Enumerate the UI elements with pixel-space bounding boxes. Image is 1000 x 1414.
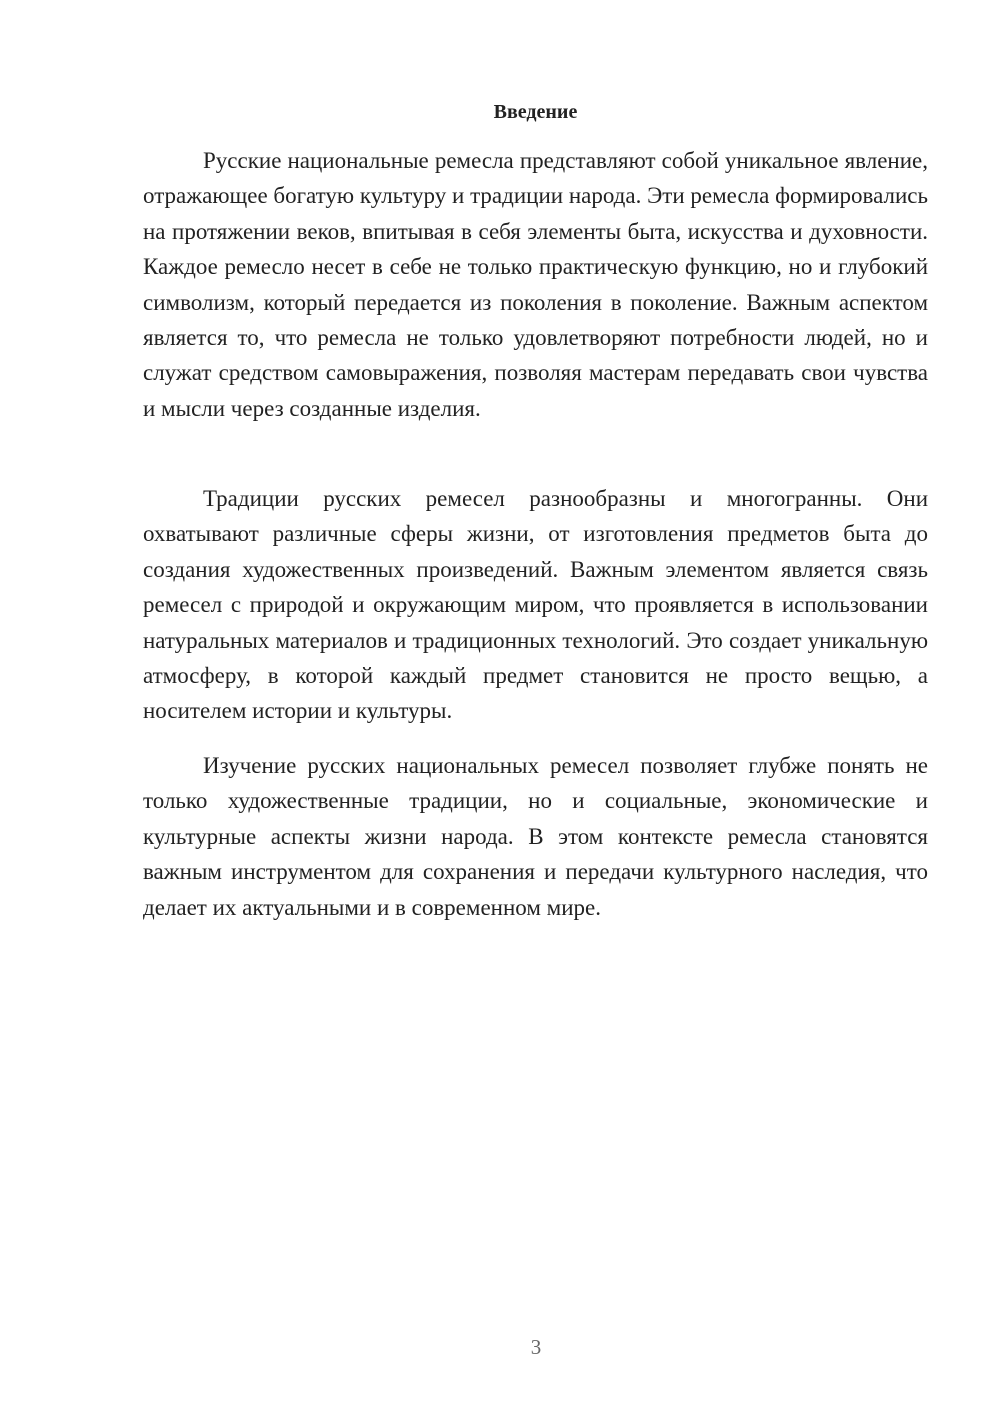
paragraph-3: Изучение русских национальных ремесел позволяет глубже понять не только художественные традиции, но и социальные, экономические и культурные аспекты жизни народа. В этом контексте ремесла становятся важным инструментом для сохранения и передачи культурного наследия, что делает их актуальными и в современном мире.	[143, 753, 928, 920]
section-title: Введение	[493, 101, 578, 123]
page-number: 3	[530, 1335, 542, 1359]
paragraph-1: Русские национальные ремесла представляют собой уникальное явление, отражающее богатую культуру и традиции народа. Эти ремесла формировались на протяжении веков, впитывая в себя элементы быта, искусства и духовности. Каждое ремесло несет в себе не только практическую функцию, но и глубокий символизм, который передается из поколения в поколение. Важным аспектом является то, что ремесла не только удовлетворяют потребности людей, но и служат средством самовыражения, позволяя мастерам передавать свои чувства и мысли через созданные изделия.	[143, 148, 928, 421]
paragraph-2: Традиции русских ремесел разнообразны и многогранны. Они охватывают различные сферы жизни, от изготовления предметов быта до создания художественных произведений. Важным элементом является связь ремесел с природой и окружающим миром, что проявляется в использовании натуральных материалов и традиционных технологий. Это создает уникальную атмосферу, в которой каждый предмет становится не просто вещью, а носителем истории и культуры.	[143, 486, 928, 724]
